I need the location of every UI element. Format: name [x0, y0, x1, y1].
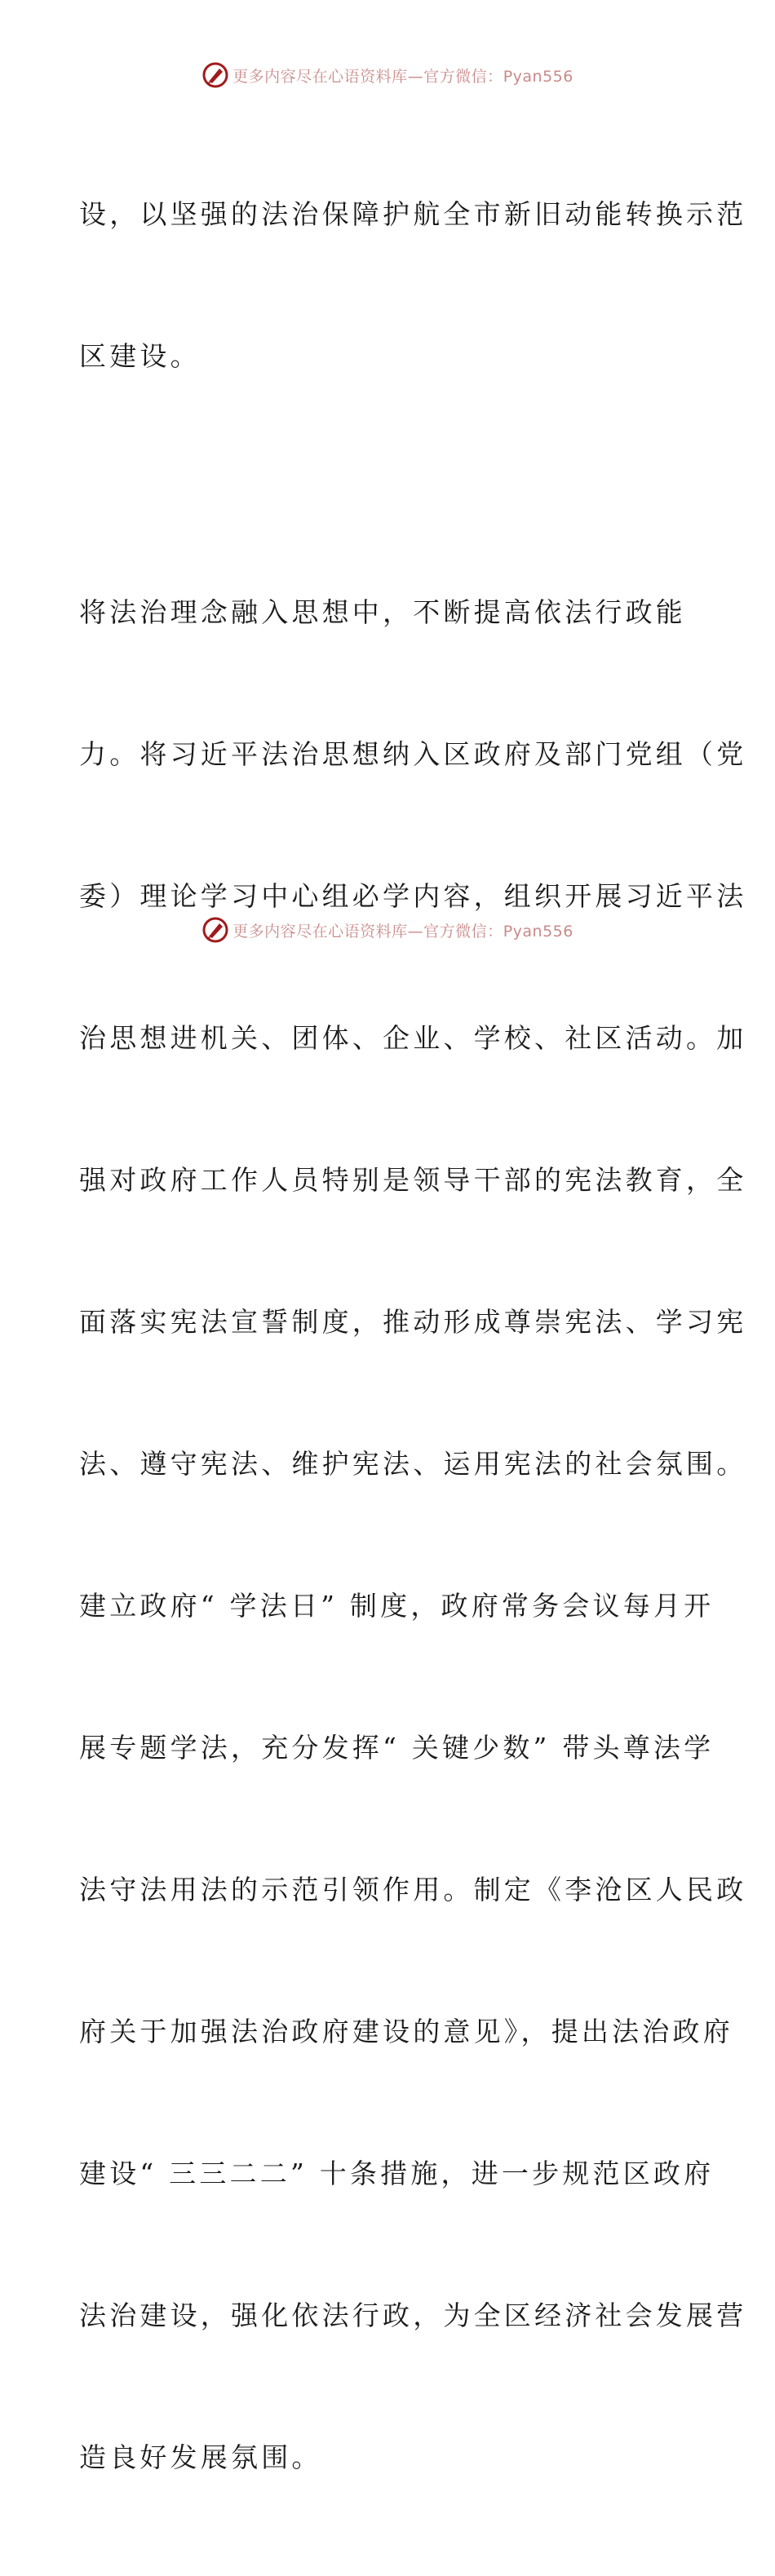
text-line: 委）理论学习中心组必学内容，组织开展习近平法 — [79, 880, 747, 912]
text-line: 法治建设，强化依法行政，为全区经济社会发展营 — [79, 2299, 747, 2331]
text-line: 设，以坚强的法治保障护航全市新旧动能转换示范 — [79, 198, 747, 230]
paragraph — [79, 96, 747, 475]
text-line: 强对政府工作人员特别是领导干部的宪法教育，全 — [79, 1164, 747, 1196]
text-line: 府关于加强法治政府建设的意见》，提出法治政府 — [79, 2016, 733, 2047]
text-line: 治思想进机关、团体、企业、学校、社区活动。加 — [79, 1022, 747, 1054]
text-line: 法守法用法的示范引领作用。制定《李沧区人民政 — [79, 1874, 747, 1905]
text-line: 建立政府“ 学法日” 制度，政府常务会议每月开 — [79, 1590, 715, 1622]
text-line: 将法治理念融入思想中，不断提高依法行政能 — [79, 596, 686, 628]
pen-nib-logo-icon — [202, 61, 229, 89]
pen-nib-logo-icon — [202, 916, 229, 944]
footer-watermark — [0, 914, 775, 946]
text-line: 造良好发展氛围。 — [79, 2441, 322, 2473]
text-line: 区建设。 — [79, 340, 201, 372]
watermark-text: 更多内容尽在心语资料库—官方微信：Pyan556 — [232, 922, 574, 941]
text-line: 力。将习近平法治思想纳入区政府及部门党组（党 — [79, 738, 747, 770]
paragraph — [79, 494, 747, 2576]
text-line: 建设“ 三三二二” 十条措施，进一步规范区政府 — [79, 2158, 715, 2189]
watermark-text: 更多内容尽在心语资料库—官方微信：Pyan556 — [232, 67, 574, 86]
header-watermark — [0, 59, 775, 91]
text-line: 展专题学法，充分发挥“ 关键少数” 带头尊法学 — [79, 1732, 715, 1764]
text-line: 法、遵守宪法、维护宪法、运用宪法的社会氛围。 — [79, 1448, 747, 1480]
document-body — [79, 96, 747, 2576]
text-line: 面落实宪法宣誓制度，推动形成尊崇宪法、学习宪 — [79, 1306, 747, 1338]
